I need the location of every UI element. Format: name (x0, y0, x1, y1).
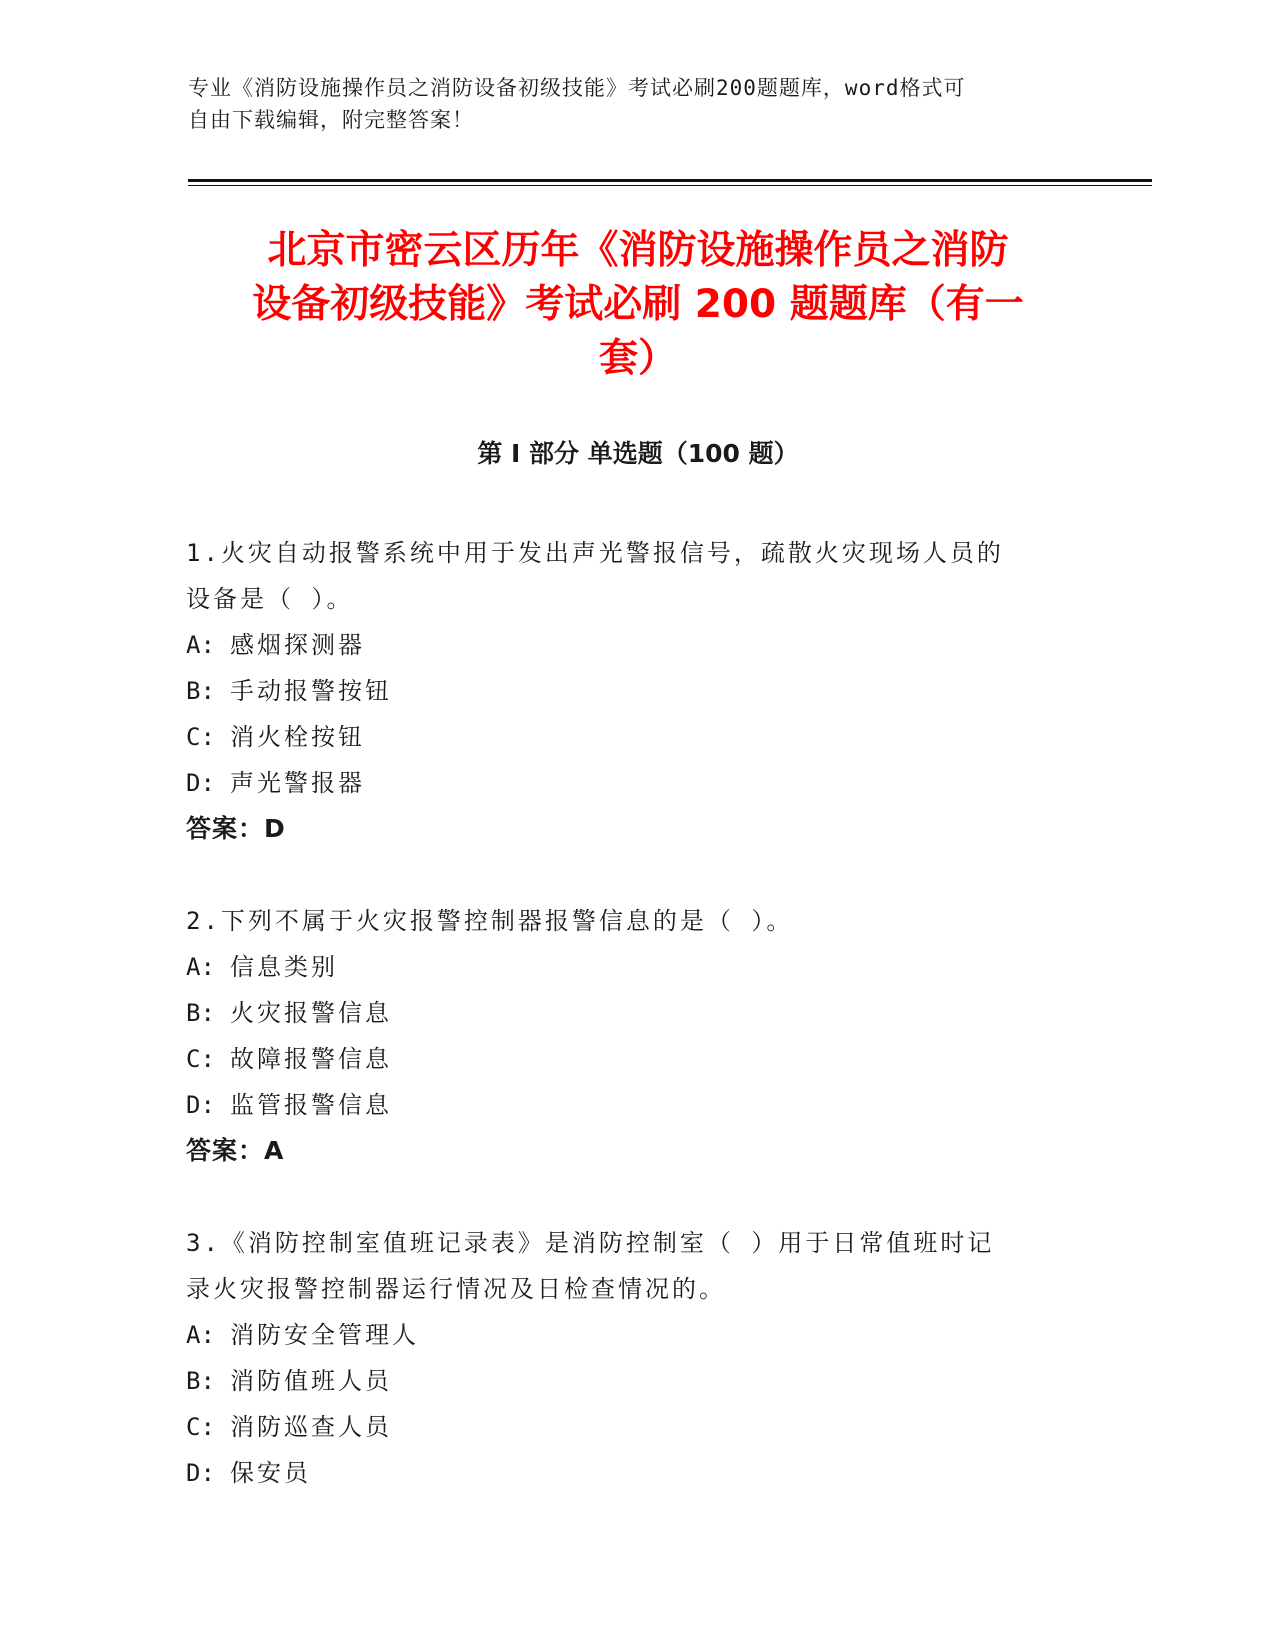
question-stem (186, 1220, 1086, 1312)
document-title-line-1: 北京市密云区历年《消防设施操作员之消防 (267, 228, 1009, 273)
option-b (186, 668, 1086, 714)
section-title: 第 I 部分 单选题（100 题） (477, 439, 799, 468)
option-key: D: (186, 1459, 215, 1487)
option-key: D: (186, 769, 215, 797)
header-divider-thin (188, 185, 1152, 186)
question-1 (186, 530, 1086, 852)
option-b (186, 1358, 1086, 1404)
option-text: 保安员 (230, 1459, 311, 1487)
answer-line: 答案：D (186, 814, 286, 843)
question-stem (186, 530, 1086, 622)
answer-line: 答案：A (186, 1136, 285, 1165)
option-key: C: (186, 723, 215, 751)
question-stem-line-1: 3.《消防控制室值班记录表》是消防控制室（ ）用于日常值班时记 (186, 1229, 995, 1257)
option-d (186, 1450, 1086, 1496)
document-title (188, 224, 1088, 386)
option-d (186, 1082, 1086, 1128)
option-text: 监管报警信息 (230, 1091, 392, 1119)
document-title-line-2: 设备初级技能》考试必刷 200 题题库（有一 (252, 282, 1024, 327)
question-stem-line-1: 2.下列不属于火灾报警控制器报警信息的是（ ）。 (186, 907, 794, 935)
option-text: 声光警报器 (230, 769, 365, 797)
option-key: B: (186, 999, 215, 1027)
option-d (186, 760, 1086, 806)
question-stem-line-2: 设备是（ ）。 (186, 585, 354, 613)
option-key: A: (186, 953, 215, 981)
option-a (186, 622, 1086, 668)
question-2 (186, 898, 1086, 1174)
option-key: B: (186, 1367, 215, 1395)
option-key: D: (186, 1091, 215, 1119)
option-key: A: (186, 1321, 215, 1349)
document-title-line-3: 套） (598, 336, 677, 381)
option-c (186, 1036, 1086, 1082)
option-key: C: (186, 1413, 215, 1441)
question-3 (186, 1220, 1086, 1496)
option-text: 消防值班人员 (230, 1367, 392, 1395)
header-note-line-2: 自由下载编辑，附完整答案！ (188, 108, 474, 132)
question-stem-line-1: 1.火灾自动报警系统中用于发出声光警报信号，疏散火灾现场人员的 (186, 539, 1004, 567)
option-text: 信息类别 (230, 953, 338, 981)
option-text: 手动报警按钮 (230, 677, 392, 705)
option-a (186, 944, 1086, 990)
option-b (186, 990, 1086, 1036)
option-text: 消火栓按钮 (230, 723, 365, 751)
option-text: 故障报警信息 (230, 1045, 392, 1073)
option-text: 火灾报警信息 (230, 999, 392, 1027)
option-c (186, 714, 1086, 760)
header-note (188, 72, 1068, 136)
option-key: C: (186, 1045, 215, 1073)
option-key: B: (186, 677, 215, 705)
question-stem-line-2: 录火灾报警控制器运行情况及日检查情况的。 (186, 1275, 726, 1303)
header-note-line-1: 专业《消防设施操作员之消防设备初级技能》考试必刷200题题库，word格式可 (188, 76, 966, 100)
question-stem (186, 898, 1086, 944)
option-key: A: (186, 631, 215, 659)
option-a (186, 1312, 1086, 1358)
question-list (186, 530, 1086, 1542)
option-text: 感烟探测器 (230, 631, 365, 659)
option-text: 消防安全管理人 (230, 1321, 419, 1349)
header-divider-thick (188, 179, 1152, 182)
option-c (186, 1404, 1086, 1450)
option-text: 消防巡查人员 (230, 1413, 392, 1441)
